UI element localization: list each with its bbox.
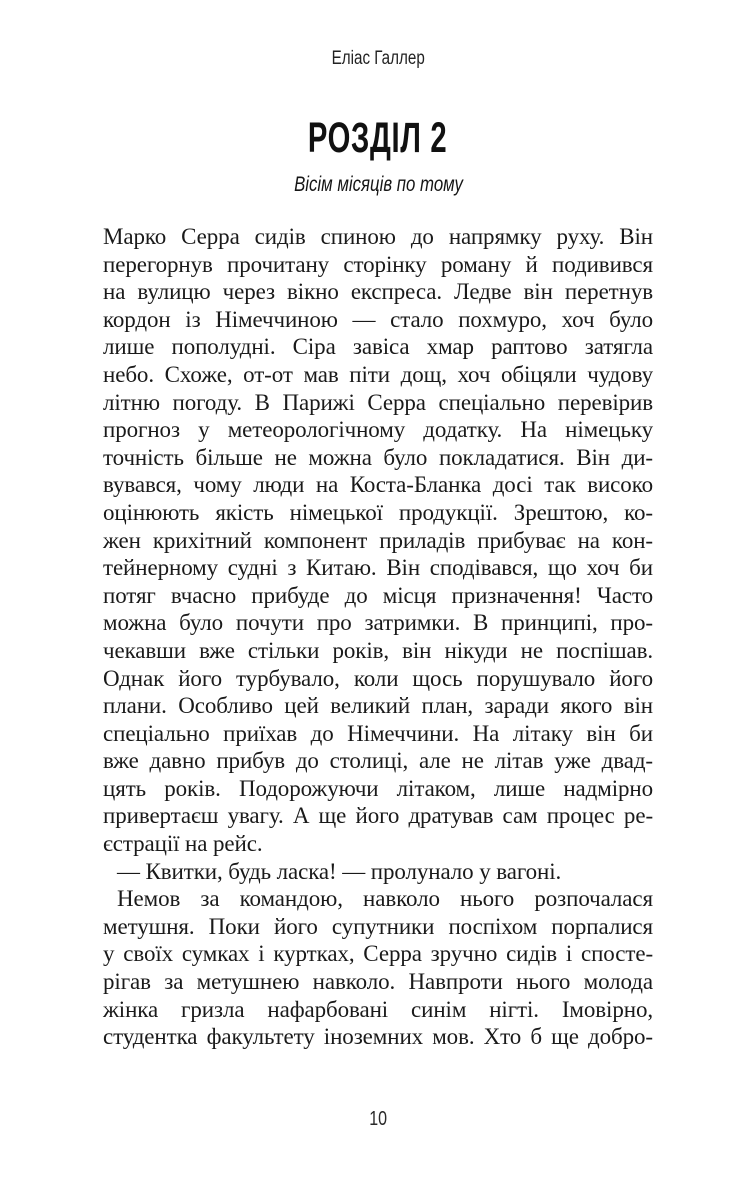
chapter-title-text: РОЗДІЛ 2 (308, 114, 448, 162)
text-line: студентка факультету іноземних мов. Хто б ще добро- (103, 1024, 653, 1050)
text-line: метушня. Поки його супутники поспіхом порпалися (103, 913, 653, 939)
text-line: єстрації на рейс. (103, 831, 263, 857)
text-line: — Квитки, будь ласка! — пролунало у вагоні. (117, 858, 562, 884)
text-line: тейнерному судні з Китаю. Він сподівався, що хоч би (103, 555, 653, 581)
author-name: Еліас Галлер (331, 48, 425, 69)
text-line: на вулицю через вікно експреса. Ледве він перетнув (103, 279, 653, 305)
text-line: жінка гризла нафарбовані синім нігті. Імовірно, (103, 996, 653, 1022)
text-line: рігав за метушнею навколо. Навпроти нього молода (103, 969, 653, 995)
text-line: вже давно прибув до столиці, але не літав уже двад- (103, 748, 653, 774)
text-line: Однак його турбувало, коли щось порушувало його (103, 665, 653, 691)
text-line: потяг вчасно прибуде до місця призначення! Часто (103, 582, 653, 608)
text-line: Марко Серра сидів спиною до напрямку руху. Він (103, 224, 653, 249)
chapter-subtitle-text: Вісім місяців по тому (293, 173, 463, 196)
text-line: оцінюють якість німецької продукції. Зрештою, ко- (103, 499, 653, 525)
text-line: можна було почути про затримки. В принципі, про- (103, 610, 653, 636)
text-line: у своїх сумках і куртках, Серра зручно сидів і спосте- (103, 941, 653, 967)
text-line: плани. Особливо цей великий план, заради якого він (103, 693, 653, 719)
chapter-heading (0, 114, 756, 163)
page-number-row (0, 1108, 756, 1131)
text-line: цять років. Подорожуючи літаком, лише надмірно (103, 775, 653, 801)
text-line: привертаєш увагу. А ще його дратував сам процес ре- (103, 803, 653, 829)
page-number: 10 (369, 1108, 387, 1130)
text-line: чекавши вже стільки років, він нікуди не поспішав. (103, 637, 653, 663)
text-line: літню погоду. В Парижі Серра спеціально перевірив (103, 389, 653, 415)
running-header (0, 48, 756, 70)
text-line: перегорнув прочитану сторінку роману й подивився (103, 251, 653, 277)
text-line: точність більше не можна було покладатися. Він ди- (103, 444, 653, 470)
text-line: вувався, чому люди на Коста-Бланка досі так високо (103, 472, 653, 498)
text-line: прогноз у метеорологічному додатку. На німецьку (103, 417, 653, 443)
text-line: лише пополудні. Сіра завіса хмар раптово затягла (103, 334, 653, 360)
chapter-subtitle (0, 173, 756, 197)
body-text (103, 223, 653, 1051)
text-line: кордон із Німеччиною — стало похмуро, хоч було (103, 306, 653, 332)
text-line: небо. Схоже, от-от мав піти дощ, хоч обіцяли чудову (103, 361, 653, 387)
text-line: Немов за командою, навколо нього розпочалася (117, 886, 653, 912)
text-line: жен крихітний компонент приладів прибуває на кон- (103, 527, 653, 553)
text-line: спеціально приїхав до Німеччини. На літаку він би (103, 720, 653, 746)
